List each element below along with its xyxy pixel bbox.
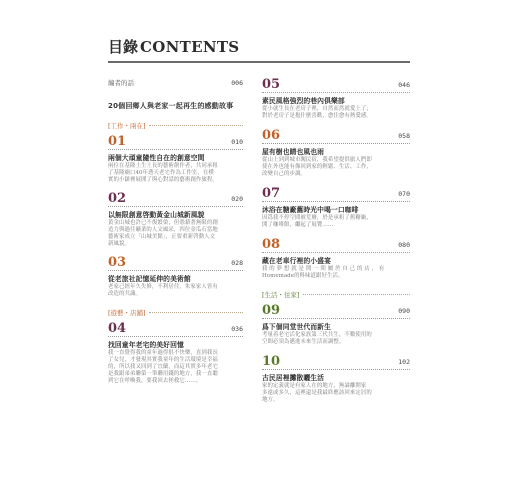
chapter-entry[interactable] xyxy=(262,78,410,120)
section-leisure-label: 遊藝・店舖 xyxy=(110,309,144,317)
chapter-page: 090 xyxy=(398,306,410,315)
chapter-page: 010 xyxy=(231,137,243,146)
section-tag-life: [ 生活・住家 ] xyxy=(262,290,410,299)
chapter-number: 05 xyxy=(262,77,281,92)
toc-heading xyxy=(108,36,239,57)
preface-label: 編者的話 xyxy=(108,79,134,87)
preface-entry[interactable] xyxy=(108,78,243,87)
chapter-number: 02 xyxy=(108,191,127,206)
chapter-entry[interactable] xyxy=(108,192,243,248)
chapter-number: 04 xyxy=(108,321,127,336)
chapter-description: 從小就生長在老房子裡，自然而然就愛上了； 對於老房子是抱什麼喜歡，愈住愈有熱愛感。 xyxy=(262,106,372,119)
chapter-description: 考量着老宅活化家族第三代共生，不數使用的 空間必須為邁進未來生活而調整。 xyxy=(262,332,372,345)
toc-right-column xyxy=(262,78,410,404)
chapter-title: 藏在老車行裡的小盛宴 xyxy=(262,257,331,265)
chapter-page: 058 xyxy=(398,131,410,140)
chapter-description: 我一直覺得我的童年過得很不快樂，直到我長 了女兒，才發現其實我童年的生活環境是幸福 的，所以我又回到了宜蘭，而這其實多年老宅 是我跟弟弟聯第一筆聯用錢的地方，我一直聽 到它在呼喚我，要我回去拯救它……。 xyxy=(108,350,218,384)
chapter-title: 從老旅社記憶延伸的美術館 xyxy=(108,275,191,283)
chapter-title: 古民居裡攤散曬生活 xyxy=(262,374,325,382)
chapter-title: 爲下個同堂世代而新生 xyxy=(262,323,331,331)
chapter-title: 找回童年老宅的美好回憶 xyxy=(108,341,184,349)
chapter-entry[interactable] xyxy=(262,355,410,404)
chapter-entry[interactable] xyxy=(262,187,410,229)
preface-page: 006 xyxy=(231,79,243,87)
chapter-entry[interactable] xyxy=(108,256,243,298)
chapter-entry[interactable] xyxy=(262,304,410,346)
chapter-page: 070 xyxy=(398,189,410,198)
chapter-number: 09 xyxy=(262,303,281,318)
section-life-label: 生活・住家 xyxy=(264,291,298,299)
chapter-title: 以無限創意啓動黃金山城新風貌 xyxy=(108,211,205,219)
chapter-entry[interactable] xyxy=(262,238,410,280)
chapter-title: 沐浴在糖廠舊時光中喝一口咖啡 xyxy=(262,206,359,214)
toc-heading-en: CONTENTS xyxy=(140,38,240,56)
section-divider xyxy=(149,125,243,126)
chapter-description: 兩位在基隆土生土長的藝術創作者，共同承租 了基隆廟口40年透天老宅作為工作室，在樸 實的小鎮裡展開了與心對話的藝術創作旅程。 xyxy=(108,163,218,183)
chapter-title: 屋有樹也睛也風也雨 xyxy=(262,148,325,156)
section-divider xyxy=(149,312,243,313)
chapter-entry[interactable] xyxy=(108,322,243,385)
intro-title: 20個回鄉人與老家一起再生的感動故事 xyxy=(108,102,234,110)
chapter-page: 028 xyxy=(231,258,243,267)
section-tag-work: [ 工作・兩在 ] xyxy=(108,121,243,130)
chapter-description: 從山上到到城市闖民宿，我希望提供旅人們即 使在外也能有像回到家的輕鬆、生活、工作， 改變自己的步調。 xyxy=(262,157,372,177)
section-tag-leisure: [ 遊藝・店舖 ] xyxy=(108,308,243,317)
chapter-entry[interactable] xyxy=(262,129,410,178)
chapter-page: 102 xyxy=(398,357,410,366)
chapter-title: 素民風格強烈的巷內俱樂部 xyxy=(262,97,345,105)
section-divider xyxy=(303,294,410,295)
chapter-page: 046 xyxy=(398,80,410,89)
heading-rule xyxy=(108,61,410,63)
chapter-description: 我 的 夢 想 就 是 開 一 間 屬 於 自 己 的 店 ， 有 Homemade的料味道跟好生活。 xyxy=(262,266,385,279)
chapter-title: 兩個大頑童隨性自在的創意空間 xyxy=(108,154,205,162)
chapter-number: 10 xyxy=(262,354,281,369)
chapter-page: 020 xyxy=(231,194,243,203)
chapter-entry[interactable] xyxy=(108,135,243,184)
chapter-description: 黃金山城也許已不復繁榮，但憑藉著無限的創 造力與過往礦業的人文風采，四位金瓜石當地 藝術家成立「山城美館」，正要重新啓動人文 新風貌。 xyxy=(108,220,218,247)
chapter-number: 03 xyxy=(108,255,127,270)
chapter-number: 01 xyxy=(108,134,127,149)
toc-heading-zh: 目錄 xyxy=(108,38,139,56)
chapter-page: 036 xyxy=(231,324,243,333)
chapter-description: 家的定義就是有家人在的地方，無論離開家 多遠或多久，這裡還是我最終應該回來定居的 地方。 xyxy=(262,383,372,403)
chapter-number: 08 xyxy=(262,237,281,252)
chapter-description: 因爲我不停空間被荒廢，於是承租了舊糖廠， 開了咖啡館，繼起了展覽…… xyxy=(262,215,372,228)
chapter-number: 07 xyxy=(262,186,281,201)
chapter-description: 老家已經年久失修，不利居住，朱家家人皆有 改造的共識。 xyxy=(108,284,218,297)
chapter-number: 06 xyxy=(262,128,281,143)
section-work-label: 工作・兩在 xyxy=(110,122,144,130)
chapter-page: 080 xyxy=(398,240,410,249)
toc-left-column xyxy=(108,78,243,385)
